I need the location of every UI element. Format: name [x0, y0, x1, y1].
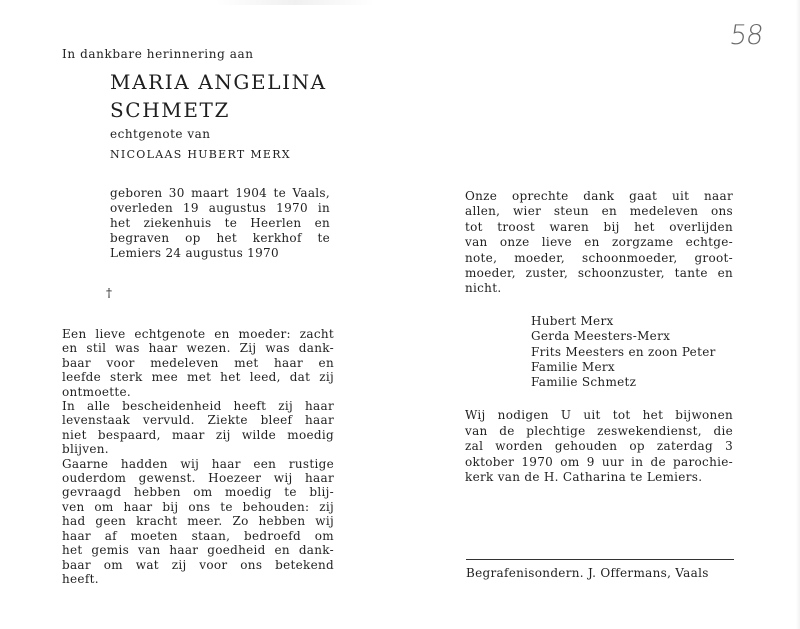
- memorial-text-line: heeft.: [62, 571, 99, 586]
- intro-text: In dankbare herinnering aan: [62, 47, 254, 61]
- memorial-text-line: ouderdom gewenst. Hoezeer wij haar: [62, 471, 334, 486]
- memorial-text-line: Gaarne hadden wij haar een rustige: [62, 456, 334, 471]
- memorial-text-line: niet bespaard, maar zij wilde moedig: [62, 427, 334, 442]
- page-edge: [796, 0, 800, 629]
- memorial-text-line: haar af moeten staan, bedroefd om: [62, 528, 334, 543]
- memorial-text-line: levenstaak vervuld. Ziekte bleef haar: [62, 413, 334, 428]
- memorial-text-line: baar voor medeleven met haar en: [62, 355, 334, 370]
- scan-smudge: [215, 0, 375, 5]
- invitation-text-line: zal worden gehouden op zaterdag 3: [465, 439, 733, 453]
- thanks-text-line: nicht.: [465, 281, 502, 296]
- life-details: [110, 186, 330, 261]
- funeral-home: Begrafenisondern. J. Offermans, Vaals: [466, 566, 709, 580]
- invitation-text-line: oktober 1970 om 9 uur in de parochie-: [465, 454, 733, 469]
- memorial-text-line: had geen kracht meer. Zo hebben wij: [62, 514, 334, 529]
- family-name: Familie Merx: [531, 359, 615, 374]
- thanks-text-line: moeder, zuster, schoonzuster, tante en: [465, 266, 733, 281]
- handwritten-number: 58: [727, 20, 765, 51]
- thanks-text: [465, 189, 733, 297]
- invitation-text-line: kerk van de H. Catharina te Lemiers.: [465, 470, 703, 484]
- invitation-text-line: Wij nodigen U uit tot het bijwonen: [465, 408, 733, 422]
- memorial-text-line: gevraagd hebben om moedig te blij-: [62, 485, 334, 500]
- invitation-text-line: van de plechtige zeswekendienst, die: [465, 423, 733, 438]
- memorial-text-line: blijven.: [62, 442, 109, 457]
- life-details-line: Lemiers 24 augustus 1970: [110, 246, 279, 260]
- memorial-text-line: leefde sterk mee met het leed, dat zij: [62, 370, 334, 385]
- life-details-line: overleden 19 augustus 1970 in: [110, 201, 330, 215]
- thanks-text-line: allen, wier steun en medeleven ons: [465, 204, 733, 219]
- family-name: Familie Schmetz: [531, 375, 637, 390]
- family-name: Frits Meesters en zoon Peter: [531, 344, 716, 359]
- life-details-line: begraven op het kerkhof te: [110, 231, 330, 245]
- memorial-text-line: Een lieve echtgenote en moeder: zacht: [62, 327, 334, 341]
- memorial-text-line: baar om wat zij voor ons betekend: [62, 557, 334, 572]
- family-list: [531, 314, 716, 390]
- spouse-relation: echtgenote van: [110, 127, 211, 141]
- thanks-text-line: Onze oprechte dank gaat uit naar: [465, 189, 733, 203]
- divider: [466, 559, 734, 560]
- deceased-last-name: SCHMETZ: [110, 98, 230, 122]
- spouse-name: NICOLAAS HUBERT MERX: [110, 148, 291, 161]
- thanks-text-line: note, moeder, schoonmoeder, groot-: [465, 250, 733, 265]
- thanks-text-line: tot troost waren bij het overlijden: [465, 219, 733, 234]
- cross-icon: †: [106, 286, 112, 300]
- deceased-first-names: MARIA ANGELINA: [110, 70, 327, 94]
- family-name: Hubert Merx: [531, 314, 614, 328]
- memorial-text-line: ontmoette.: [62, 384, 132, 399]
- invitation-text: [465, 408, 733, 486]
- thanks-text-line: van onze lieve en zorgzame echtge-: [465, 235, 733, 250]
- life-details-line: het ziekenhuis te Heerlen en: [110, 216, 330, 230]
- memorial-text: [62, 327, 334, 586]
- memorial-text-line: ven om haar bij ons te behouden: zij: [62, 499, 334, 514]
- memorial-text-line: In alle bescheidenheid heeft zij haar: [62, 399, 334, 414]
- family-name: Gerda Meesters-Merx: [531, 329, 671, 344]
- memorial-text-line: het gemis van haar goedheid en dank-: [62, 543, 334, 558]
- memorial-text-line: en stil was haar wezen. Zij was dank-: [62, 341, 334, 356]
- life-details-line: geboren 30 maart 1904 te Vaals,: [110, 186, 330, 200]
